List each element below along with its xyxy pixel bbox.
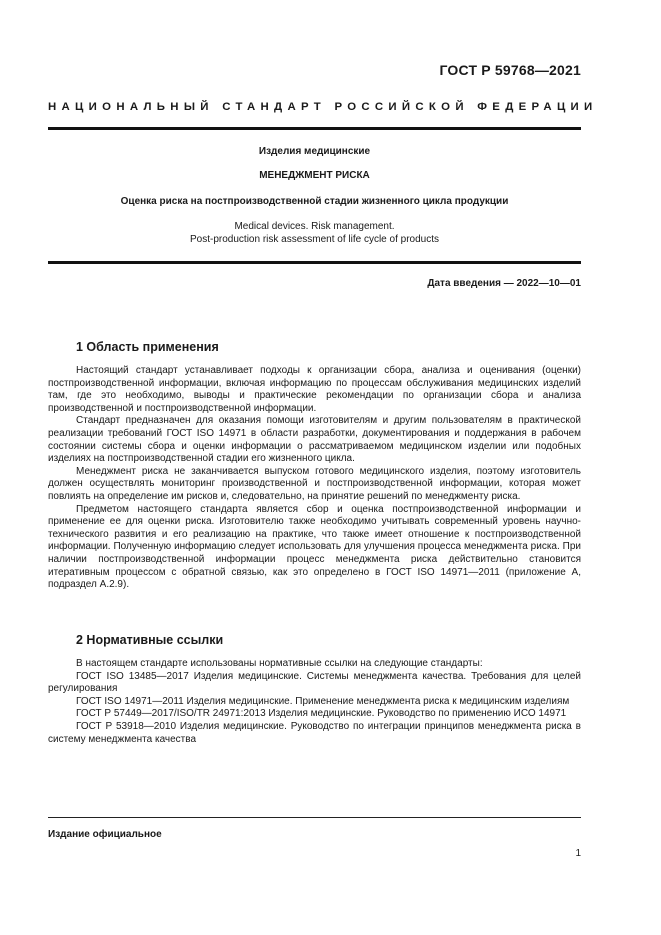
title-divider: [48, 261, 581, 264]
section-2-title: 2 Нормативные ссылки: [76, 633, 224, 647]
reference-item: ГОСТ ISO 13485—2017 Изделия медицинские. Системы менеджмента качества. Требования для целей регулирования: [48, 670, 581, 695]
official-edition-label: Издание официальное: [48, 829, 162, 840]
title-line-3: Оценка риска на постпроизводственной стадии жизненного цикла продукции: [120, 196, 509, 207]
reference-item: ГОСТ Р 53918—2010 Изделия медицинские. Руководство по интеграции принципов менеджмента риска в систему менеджмента качества: [48, 720, 581, 745]
national-standard-heading: НАЦИОНАЛЬНЫЙ СТАНДАРТ РОССИЙСКОЙ ФЕДЕРАЦИИ: [48, 101, 598, 113]
english-title-line-1: Medical devices. Risk management.: [234, 221, 395, 232]
reference-item: ГОСТ Р 57449—2017/ISO/TR 24971:2013 Изделия медицинские. Руководство по применению ИСО 14971: [76, 708, 567, 720]
title-line-2: МЕНЕДЖМЕНТ РИСКА: [259, 170, 370, 181]
section-1-paragraph: Настоящий стандарт устанавливает подходы к организации сбора, анализа и оценивания (оценки) постпроизводственной информации, включая информацию по процессам обслуживания медицинских изделий там, где это необходимо, выводы и практические рекомендации по организации сбора и анализа производственной и постпроизводственной информации.: [48, 365, 581, 414]
footer-divider: [48, 817, 581, 818]
title-line-1: Изделия медицинские: [258, 146, 371, 157]
standard-number: ГОСТ Р 59768—2021: [439, 62, 581, 78]
reference-item: ГОСТ ISO 14971—2011 Изделия медицинские. Применение менеджмента риска к медицинским изделиям: [76, 695, 570, 707]
top-divider: [48, 127, 581, 130]
section-1-title: 1 Область применения: [76, 340, 219, 354]
introduction-date: Дата введения — 2022—10—01: [427, 278, 581, 289]
section-1-body: [48, 365, 581, 592]
section-1-paragraph: Стандарт предназначен для оказания помощи изготовителям и другим пользователям в практической реализации требований ГОСТ ISO 14971 в области разработки, документирования и поддержания в рабочем состоянии системы сбора и оценки информации о рассматриваемом медицинском изделии или подобных изделиях на постпроизводственной стадии его жизненного цикла.: [48, 415, 581, 465]
section-2-body: [48, 658, 581, 746]
english-title-line-2: Post-production risk assessment of life cycle of products: [190, 234, 439, 245]
section-1-paragraph: Менеджмент риска не заканчивается выпуском готового медицинского изделия, поэтому изготовитель должен осуществлять мониторинг производственной и постпроизводственной информации, которая может повлиять на определение им рисков и, следовательно, на принятие решений по менеджменту риска.: [48, 465, 581, 502]
section-1-paragraph: Предметом настоящего стандарта является сбор и оценка постпроизводственной информации и применение ее для оценки риска. Изготовителю также необходимо учитывать современный уровень научно-технического развития и его реализацию на практике, что также имеет отношение к постпроизводственной информации. Полученную информацию следует использовать для улучшения процесса менеджмента риска. При наличии постпроизводственной информации процесс менеджмента риска действительно становится итеративным процессом с обратной связью, как это определено в ГОСТ ISO 14971—2011 (приложение А, подраздел А.2.9).: [48, 503, 581, 591]
references-intro: В настоящем стандарте использованы нормативные ссылки на следующие стандарты:: [76, 658, 483, 669]
page-number: 1: [575, 848, 581, 859]
